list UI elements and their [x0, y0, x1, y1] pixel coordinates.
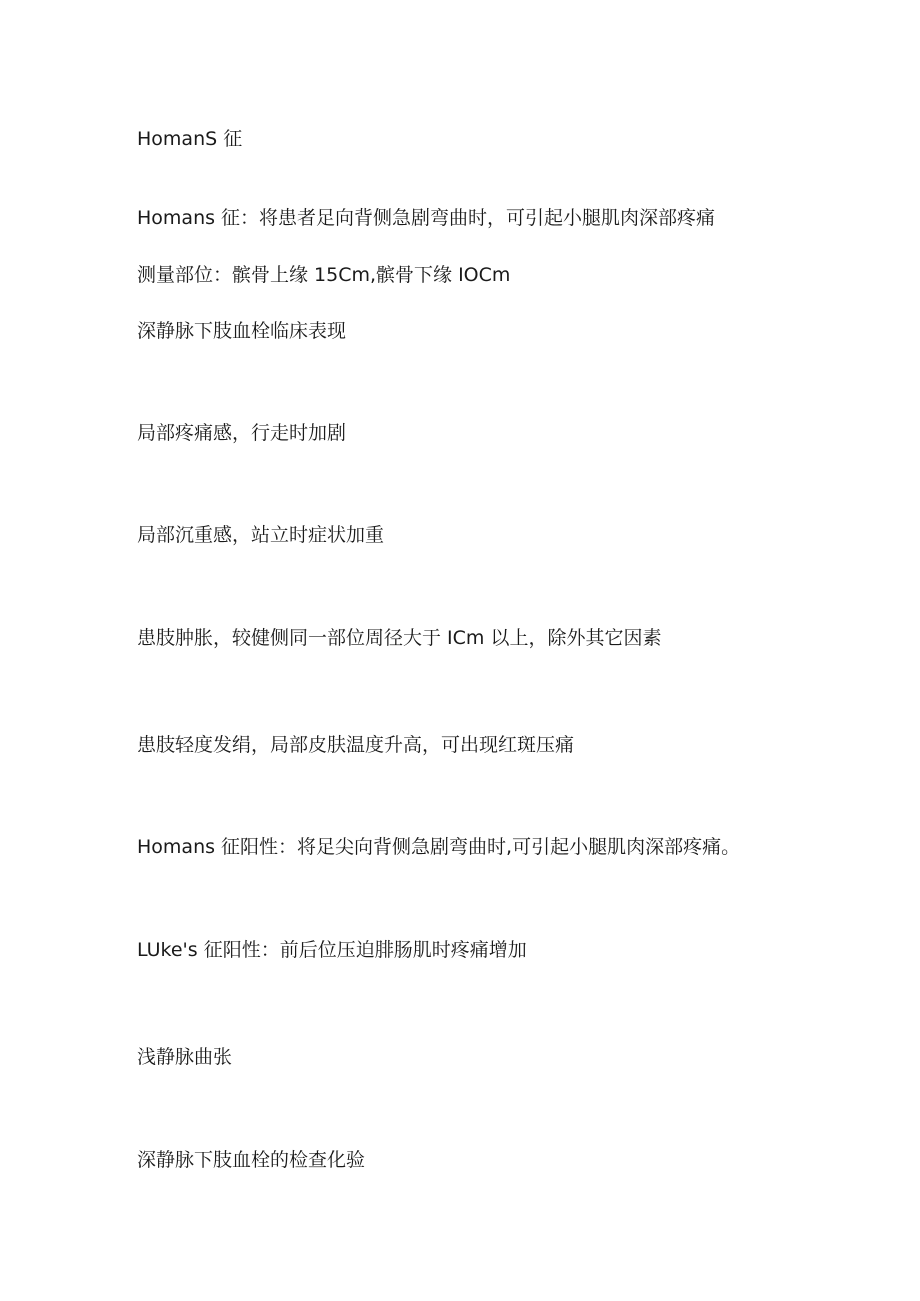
- list-item-heaviness: 局部沉重感，站立时症状加重: [137, 524, 385, 546]
- paragraph-measurement-site: 测量部位：髌骨上缘 15Cm,髌骨下缘 IOCm: [137, 264, 511, 286]
- list-item-limb-swelling: 患肢肿胀，较健侧同一部位周径大于 ICm 以上，除外其它因素: [137, 627, 662, 649]
- list-item-varicose-veins: 浅静脉曲张: [137, 1046, 233, 1068]
- list-item-lukes-positive: LUke's 征阳性：前后位压迫腓肠肌时疼痛增加: [137, 939, 527, 961]
- heading-examination: 深静脉下肢血栓的检查化验: [137, 1149, 366, 1171]
- list-item-local-pain: 局部疼痛感，行走时加剧: [137, 422, 347, 444]
- list-item-cyanosis: 患肢轻度发绢，局部皮肤温度升高，可出现红斑压痛: [137, 734, 575, 756]
- list-item-homans-positive: Homans 征阳性：将足尖向背侧急剧弯曲时,可引起小腿肌肉深部疼痛。: [137, 836, 741, 858]
- heading-homans-sign: HomanS 征: [137, 128, 243, 150]
- paragraph-homans-definition: Homans 征：将患者足向背侧急剧弯曲时，可引起小腿肌肉深部疼痛: [137, 207, 716, 229]
- heading-clinical-presentation: 深静脉下肢血栓临床表现: [137, 320, 347, 342]
